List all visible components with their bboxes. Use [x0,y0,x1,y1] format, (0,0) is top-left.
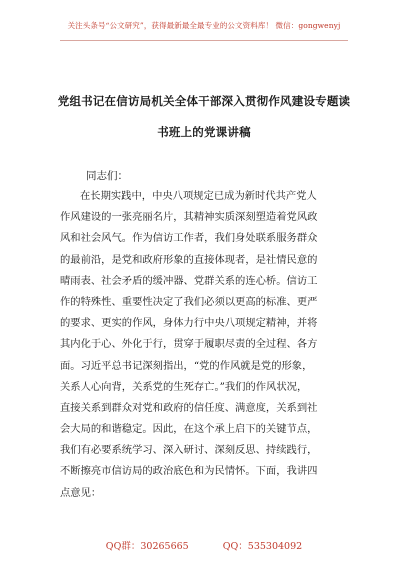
body-line: 晴雨表、社会矛盾的缓冲器、党群关系的连心桥。信访工 [60,274,318,287]
body-line: 的要求、更实的作风，身体力行中央八项规定精神，并将 [60,317,318,330]
header-banner: 关注头条号“公文研究”，获得最新最全最专业的公文资料库！ 微信：gongwenyj [67,21,341,30]
body-line: 的最前沿，是党和政府形象的直接体现者，是社情民意的 [60,253,318,266]
body-line: 作风建设的一张亮丽名片，其精神实质深刻塑造着党风政 [60,211,318,224]
body-line: 会大局的和谐稳定。因此，在这个承上启下的关键节点， [60,423,318,436]
footer-qq-group: QQ群：30265665 [105,541,189,552]
body-line: 面。习近平总书记深刻指出，“党的作风就是党的形象， [60,359,313,372]
body-line: 不断擦亮市信访局的政治底色和为民情怀。下面，我讲四 [60,465,318,478]
body-line: 点意见： [60,486,102,499]
body-line: 在长期实践中，中央八项规定已成为新时代共产党人 [80,190,317,202]
body-line: 关系人心向背，关系党的生死存亡。”我们的作风状况， [60,380,308,393]
body-line: 我们有必要系统学习、深入研讨、深刻反思、持续践行， [60,444,318,457]
body-line: 直接关系到群众对党和政府的信任度、满意度，关系到社 [60,401,318,414]
body-paragraph [60,186,348,504]
salutation: 同志们： [86,170,128,182]
body-line: 作的特殊性、重要性决定了我们必须以更高的标准、更严 [60,295,318,308]
footer-qq-number: QQ：535304092 [222,541,303,552]
document-title-line-1: 党组书记在信访局机关全体干部深入贯彻作风建设专题读 [57,94,351,108]
document-title-line-2: 书班上的党课讲稿 [157,125,251,139]
header-divider [60,40,348,41]
body-line: 其内化于心、外化于行，贯穿于履职尽责的全过程、各方 [60,338,318,351]
footer-contact [0,538,408,552]
body-line: 风和社会风气。作为信访工作者，我们身处联系服务群众 [60,232,318,245]
